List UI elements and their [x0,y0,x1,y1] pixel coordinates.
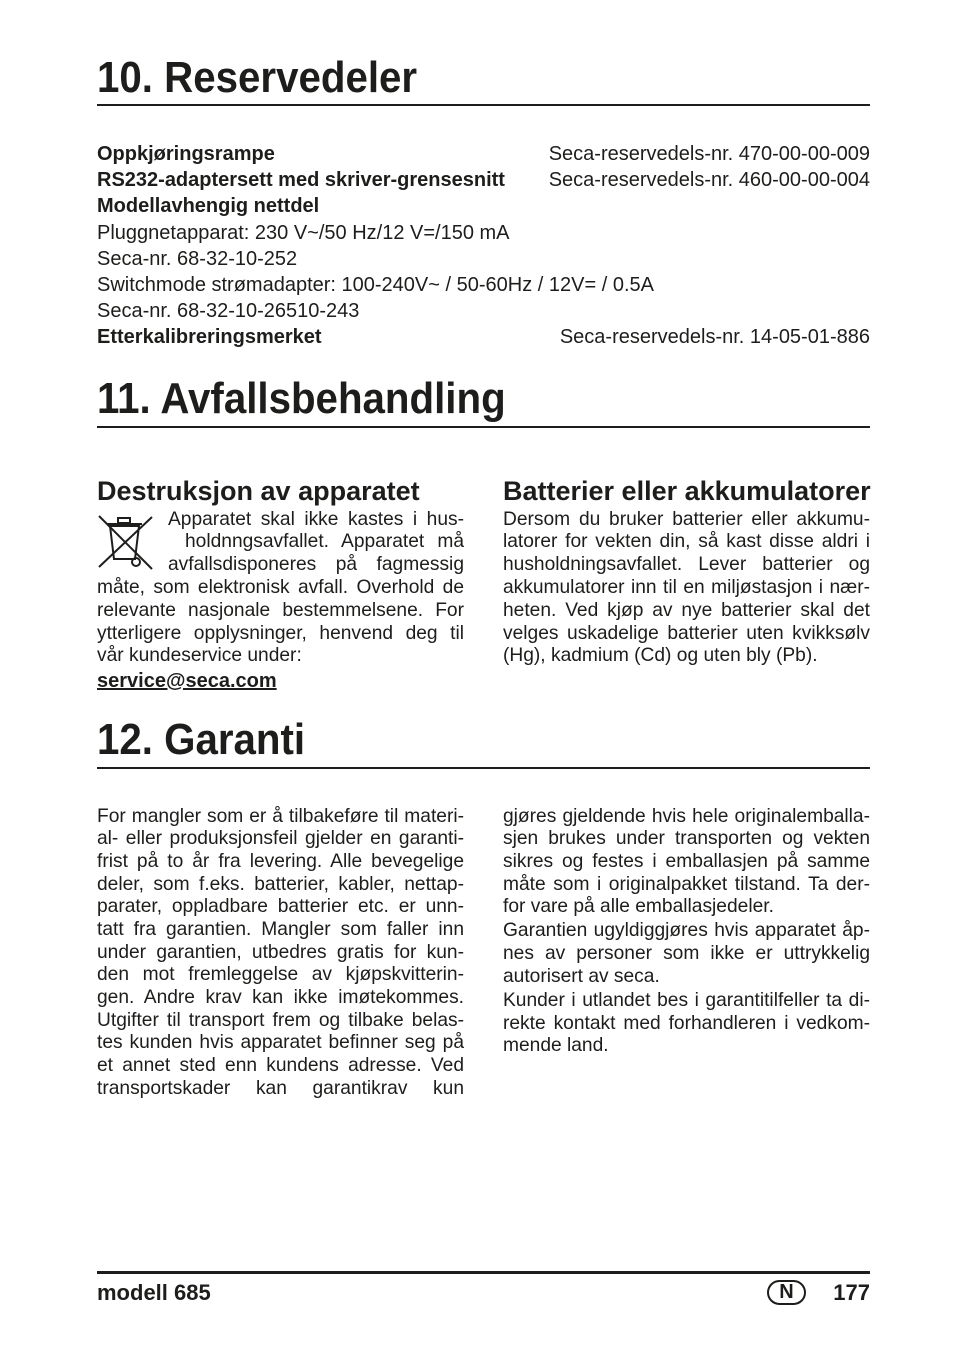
spare-part-row [97,141,870,167]
paragraph-line: sjen brukes under transporten og vekten [503,828,870,850]
section-heading-spare-parts: 10. Reservedeler [97,53,418,102]
paragraph-line: Kunder i utlandet bes i garantitilfeller ta di- [503,989,870,1011]
paragraph-line: tatt fra garantien. Mangler som faller inn [97,918,464,940]
paragraph-line: måte som i originalpakket tilstand. Ta der- [503,873,870,895]
paragraph-line: den mot fremleggelse av kjøpskvitterin- [97,964,464,986]
spec-line: Pluggnetapparat: 230 V~/50 Hz/12 V=/150 mA [97,221,510,244]
subheading-batteries: Batterier eller akkumulatorer [503,476,871,506]
paragraph-line: Dersom du bruker batterier eller akkumu- [503,508,870,530]
language-badge: N [767,1280,806,1305]
footer-rule [97,1271,870,1274]
paragraph-line: tes kunden hvis apparatet befinner seg på [97,1032,464,1054]
paragraph-line: mende land. [503,1035,609,1057]
paragraph-line: transportskader kan garantikrav kun [97,1077,464,1099]
spare-part-number: Seca-reservedels-nr. 460-00-00-004 [548,169,870,192]
spare-part-name: Oppkjøringsrampe [97,143,275,165]
paragraph-line: avfallsdisponeres på fagmessig [168,554,464,576]
device-disposal-text [97,509,464,669]
paragraph-line: Utgifter til transport frem og tilbake belas- [97,1009,464,1031]
spare-part-name: RS232-adaptersett med skriver-grensesnitt [97,169,505,192]
paragraph-line: (Hg), kadmium (Cd) og uten bly (Pb). [503,645,818,667]
warranty-text-left [97,806,464,1101]
paragraph-line: sikres og festes i emballasjen på samme [503,851,870,872]
spare-parts-list [97,141,870,351]
paragraph-line: husholdningsavfallet. Lever batterier og [503,554,870,576]
paragraph-line: Apparatet skal ikke kastes i hus- [168,508,464,530]
paragraph-line: relevante nasjonale bestemmelsene. For [97,599,464,621]
spare-part-number: Seca-reservedels-nr. 470-00-00-009 [548,143,870,165]
section-heading-disposal: 11. Avfallsbehandling [97,374,506,423]
spare-part-number: Seca-reservedels-nr. 14-05-01-886 [559,326,870,349]
paragraph-line: rekte kontakt med forhandleren i vedkom- [503,1012,870,1034]
paragraph-line: deler, som f.eks. batterier, kabler, nettap- [97,873,464,895]
warranty-paragraph [503,806,870,919]
subheading-device-disposal: Destruksjon av apparatet [97,476,420,506]
paragraph-line: gjøres gjeldende hvis hele originalemballa- [503,805,870,827]
batteries-text [503,509,870,669]
paragraph-line: latorer for vekten din, så kast disse aldri i [503,531,870,553]
spec-line: Seca-nr. 68-32-10-252 [97,247,298,270]
warranty-text-right [503,806,870,1058]
paragraph-line: ytterligere opplysninger, henvend deg til [97,622,464,644]
paragraph-line: velges uskadelige batterier uten kvikksølv [503,622,870,644]
paragraph-line: For mangler som er å tilbakeføre til materi- [97,805,464,827]
spare-part-name: Modellavhengig nettdel [97,195,320,218]
spare-part-name: Etterkalibreringsmerket [97,326,322,349]
paragraph-line: gen. Andre krav kan ikke imøtekommes. [97,986,464,1008]
footer-model-name: modell 685 [97,1280,211,1305]
heading-rule [97,104,870,106]
heading-rule [97,426,870,428]
paragraph-line: måte, som elektronisk avfall. Overhold de [97,576,464,598]
spare-part-row [97,324,870,350]
paragraph-line: al- eller produksjonsfeil gjelder en garanti- [97,828,464,850]
paragraph-line: nes av personer som ikke er uttrykkelig [503,943,870,965]
heading-rule [97,767,870,769]
spec-line: Seca-nr. 68-32-10-26510-243 [97,300,360,323]
paragraph-line: Garantien ugyldiggjøres hvis apparatet åp- [503,920,870,942]
section-heading-warranty: 12. Garanti [97,715,306,764]
paragraph-line: parater, oppladbare batterier etc. er unn- [97,896,464,918]
spare-part-row [97,167,870,193]
spec-line: Switchmode strømadapter: 100-240V~ / 50-60Hz / 12V= / 0.5A [97,273,654,296]
paragraph-line: for vare på alle emballasjedeler. [503,896,774,918]
paragraph-line: frist på to år fra levering. Alle bevegelige [97,851,464,872]
paragraph-line: holdnngsavfallet. Apparatet må [185,531,464,553]
power-supply-spec [97,272,870,298]
paragraph-line: under garantien, utbedres gratis for kun- [97,941,464,963]
paragraph-line: heten. Ved kjøp av nye batterier skal det [503,599,870,621]
spare-part-row [97,193,870,219]
power-supply-spec [97,246,870,272]
paragraph-line: vår kundeservice under: [97,645,302,667]
service-email-link[interactable]: service@seca.com [97,670,277,692]
warranty-paragraph [503,990,870,1058]
page-number: 177 [833,1280,870,1305]
paragraph-line: et annet sted enn kundens adresse. Ved [97,1054,464,1076]
warranty-paragraph [503,920,870,988]
paragraph-line: akkumulatorer inn til en miljøstasjon i nær- [503,576,870,598]
power-supply-spec [97,220,870,246]
paragraph-line: autorisert av seca. [503,965,660,987]
power-supply-spec [97,298,870,324]
